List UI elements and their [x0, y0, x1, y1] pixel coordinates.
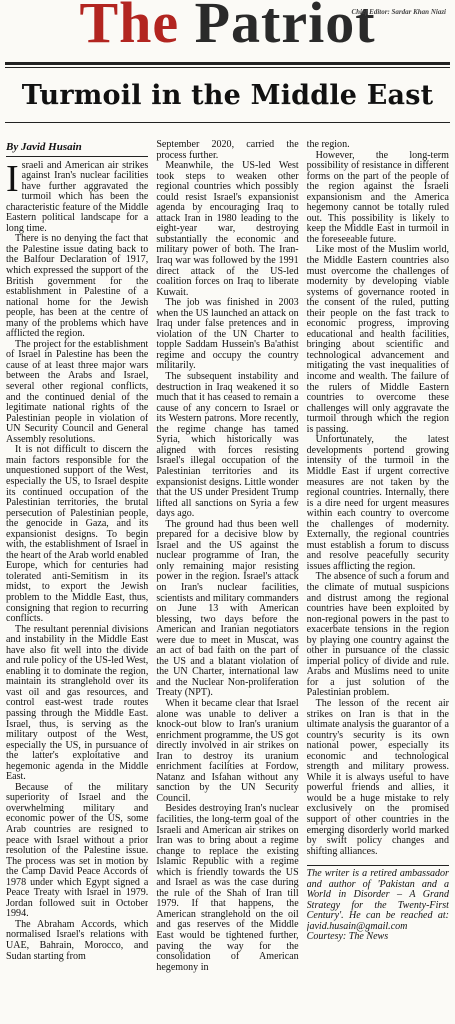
- byline: By Javid Husain: [6, 142, 148, 157]
- paragraph: The Abraham Accords, which normalised Israel's relations with UAE, Bahrain, Morocco, and Sudan starting from: [6, 918, 149, 962]
- paragraph: the region.: [306, 140, 350, 150]
- paragraph: The absence of such a forum and the climate of mutual suspicions and distrust among the regional countries have been exploited by non-regional powers in the past to exacerbate tensions in the region by playing one country against the other in pursuance of the classic imperial policy of divide and rule. Arabs and Muslims need to unite for a just solution of the Palestinian problem.: [306, 571, 449, 699]
- author-bio: [307, 865, 449, 943]
- paragraph: The subsequent instability and destruction in Iraq weakened it so much that it has ceased to remain a cause of any concern to Israel or its Western patrons. More recently, the regime change has tamed Syria, which historically was aligned with forces resisting Israel's illegal occupation of the Palestinian territories and its expansionist designs. Little wonder that the US under President Trump lifted all sanctions on Syria a few days ago.: [156, 371, 299, 520]
- paragraph: The ground had thus been well prepared for a decisive blow by Israel and the US against the nuclear programme of Iran, the only remaining major resisting power in the region. Israel's attack on Iran's nuclear facilities, scientists and military commanders on June 13 with American blessing, two days before the American and Iranian negotiators were due to meet in Muscat, was an act of bad faith on the part of the US and a blatant violation of the UN Charter, international law and the Nuclear Non-proliferation Treaty (NPT).: [156, 518, 299, 699]
- paragraph: Like most of the Muslim world, the Middle Eastern countries also must overcome the challenges of modernity by developing viable systems of governance rooted in the consent of the ruled, putting their people on the fast track to economic progress, improving educational and health facilities, bringing about scientific and technological advancement and mitigating the vast inequalities of income and wealth. The failure of the rulers of Middle Eastern countries to overcome these challenges will only aggravate the turmoil through which the region is passing.: [306, 244, 449, 435]
- author-bio-text: The writer is a retired ambassador and author of 'Pakistan and a World in Disorder – A Grand Strategy for the Twenty-First Century'. He can be reached at: javid.husain@gmail.com: [306, 868, 449, 932]
- paragraph: It is not difficult to discern the main factors responsible for the unquestioned support of the West, especially the US, to Israel despite its continued occupation of the Palestinian territories, the brutal persecution of Palestinian people, the genocide in Gaza, and its expansionist designs. To begin with, the establishment of Israel in the heart of the Arab world enabled Europe, which for centuries had tolerated anti-Semitism in its midst, to export the Jewish problem to the Middle East, thus, consigning that region to recurring conflicts.: [6, 444, 149, 625]
- paragraph: The resultant perennial divisions and instability in the Middle East have also fit well into the divide and rule policy of the US-led West, enabling it to dominate the region, maintain its stranglehold over its vast oil and gas resources, and control east-west trade routes passing through the Middle East. Israel, thus, is serving as the military outpost of the West, especially the US, in pursuance of the latter's exploitative and hegemonic agenda in the Middle East.: [6, 623, 149, 783]
- paragraph: Unfortunately, the latest developments portend growing intensity of the turmoil in the Middle East if urgent corrective measures are not taken by the regional countries. Internally, there is a dire need for urgent measures within each country to overcome the challenges of modernity. Externally, the regional countries must establish a forum to discuss and resolve peacefully security issues afflicting the region.: [306, 434, 449, 572]
- courtesy-line: Courtesy: The News: [306, 931, 389, 943]
- column-2: [156, 140, 298, 1018]
- article-headline: Turmoil in the Middle East: [21, 80, 434, 111]
- paragraph: When it became clear that Israel alone was unable to deliver a knock-out blow to Iran's uranium enrichment programme, the US got directly involved in air strikes on Iran to destroy its uranium enrichment facilities at Fordow, Natanz and Isfahan without any sanction by the UN Security Council.: [156, 697, 299, 804]
- paragraph: Because of the military superiority of Israel and the overwhelming military and economic power of the US, some Arab countries are resigned to peace with Israel without a prior resolution of the Palestine issue. The process was set in motion by the Camp David Peace Accords of 1978 under which Egypt signed a Peace Treaty with Israel in 1979. Jordan followed suit in October 1994.: [6, 781, 149, 920]
- masthead: [5, 0, 450, 58]
- headline-rule: [5, 122, 450, 123]
- paragraph: However, the long-term possibility of resistance in different forms on the part of the people of the region against the Israeli expansionism and the America hegemony cannot be totally ruled out. This possibility is likely to keep the Middle East in turmoil in the foreseeable future.: [306, 149, 449, 245]
- paragraph: The job was finished in 2003 when the US launched an attack on Iraq under false pretences and in violation of the UN Charter to topple Saddam Hussein's Ba'athist regime and occupy the country militarily.: [156, 297, 299, 372]
- drop-cap: I: [6, 157, 19, 200]
- article-body: [6, 140, 449, 1018]
- paragraph: Besides destroying Iran's nuclear facilities, the long-term goal of the Israeli and American air strikes on Iran was to bring about a regime change to replace the existing Islamic Republic with a regime which is friendly towards the US and Israel as was the case during the rule of the Shah of Iran till 1979. If that happens, the American stranglehold on the oil and gas reserves of the Middle East would be tightened further, paving the way for the consolidation of American hegemony in: [156, 803, 299, 973]
- paragraph-text: sraeli and American air strikes against Iran's nuclear facilities have further aggravated the turmoil which has been the characteristic feature of the Middle Eastern political landscape for a long time.: [6, 159, 149, 234]
- paragraph: [6, 157, 149, 235]
- paragraph: Meanwhile, the US-led West took steps to weaken other regional countries which possibly could resist Israel's expansionist agenda by encouraging Iraq to attack Iran in 1980 leading to the eight-year war, destroying substantially the economic and military power of both. The Iran-Iraq war was followed by the 1991 direct attack of the US-led coalition forces on Iraq to liberate Kuwait.: [156, 160, 299, 298]
- masthead-the: The: [79, 0, 180, 55]
- paragraph: The lesson of the recent air strikes on Iran is that in the ultimate analysis the guarantor of a country's security is its own national power, especially its economic and technological strength and military prowess. While it is always useful to have powerful friends and allies, it would be a huge mistake to rely exclusively on the promised support of other countries in the emerging disorderly world marked by swift policy changes and shifting alliances.: [306, 697, 449, 857]
- column-1: [6, 140, 148, 1018]
- paragraph: There is no denying the fact that the Palestine issue dating back to the Balfour Declaration of 1917, which expressed the support of the British government for the establishment in Palestine of a national home for the Jewish people, has been at the centre of many of the problems which have afflicted the region.: [6, 233, 149, 340]
- masthead-rule-thin: [5, 67, 450, 68]
- paragraph: September 2020, carried the process further.: [156, 140, 299, 161]
- column-3: [307, 140, 449, 1018]
- masthead-rule: [5, 62, 450, 65]
- masthead-patriot: Patriot: [194, 0, 376, 55]
- paragraph: The project for the establishment of Israel in Palestine has been the cause of at least three major wars between the Arabs and Israel, several other regional conflicts, and the continued denial of the legitimate national rights of the Palestinian people in violation of UN Security Council and General Assembly resolutions.: [6, 338, 149, 445]
- chief-editor-line: Chief Editor: Sardar Khan Niazi: [351, 8, 446, 16]
